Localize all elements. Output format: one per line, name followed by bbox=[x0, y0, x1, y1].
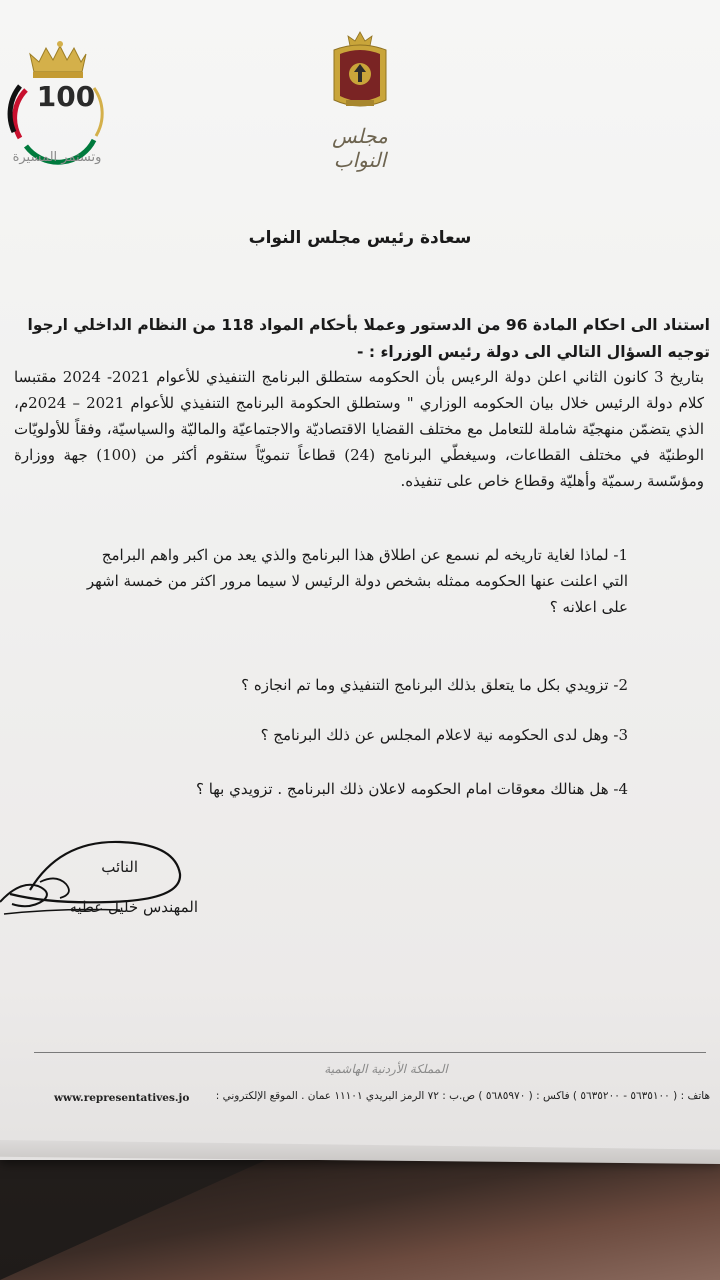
centennial-number: 100 bbox=[36, 80, 96, 113]
addressee-heading: سعادة رئيس مجلس النواب bbox=[248, 228, 472, 248]
footer-divider bbox=[34, 1052, 706, 1053]
question-2: 2- تزويدي بكل ما يتعلق بذلك البرنامج التنفيذي وما تم انجازه ؟ bbox=[241, 676, 628, 694]
question-1: 1- لماذا لغاية تاريخه لم نسمع عن اطلاق هذا البرنامج والذي يعد من اكبر واهم البرامج التي اعلنت عنها الحكومه ممثله بشخص دولة الرئيس لا سيما مرور اكثر من خمسة اشهر على اعلانه ؟ bbox=[86, 546, 628, 616]
question-3: 3- وهل لدى الحكومه نية لاعلام المجلس عن ذلك البرنامج ؟ bbox=[260, 726, 628, 744]
footer-kingdom-mark: المملكة الأردنية الهاشمية bbox=[324, 1062, 448, 1076]
footer-contact-info: هاتف : ( ٥٦٣٥١٠٠ - ٥٦٣٥٢٠٠ ) فاكس : ( ٥٦٨٥٩٧٠ ) ص.ب : ٧٢ الرمز البريدي ١١١٠١ عمان . الموقع الإلكتروني : bbox=[215, 1090, 710, 1102]
question-4: 4- هل هنالك معوقات امام الحكومه لاعلان ذلك البرنامج . تزويدي بها ؟ bbox=[195, 780, 628, 798]
footer-website-link[interactable]: www.representatives.jo bbox=[54, 1092, 190, 1104]
body-paragraph: بتاريخ 3 كانون الثاني اعلن دولة الرءيس بأن الحكومه ستطلق البرنامج التنفيذي للأعوام 2021- 2024 مقتبسا كلام دولة الرئيس خلال بيان الحكومه الوزاري " وستطلق الحكومة البرنامج التنفيذي للأعوام 2021 – 2024م، الذي يتضمّن منهجيّة شاملة للتعامل مع مختلف القضايا الاقتصاديّة والاجتماعيّة والماليّة والسياسيّة، وفقاً للأولويّات الوطنيّة في مختلف القطاعات، وسيغطّي البرنامج (24) قطاعاً تنمويّاً ستقوم أكثر من (100) جهة ووزارة ومؤسّسة رسميّة وأهليّة وقطاع خاص على تنفيذه. bbox=[14, 368, 704, 490]
signature-title: النائب bbox=[101, 858, 138, 876]
logo-tagline: وتستمر المسيرة bbox=[12, 150, 102, 165]
intro-paragraph: استناد الى احكام المادة 96 من الدستور وعملا بأحكام المواد 118 من النظام الداخلي ارجوا توجيه السؤال التالي الى دولة رئيس الوزراء : - bbox=[27, 316, 710, 361]
signature-name: المهندس خليل عطيه bbox=[69, 898, 198, 916]
council-signature: مجلس النواب bbox=[332, 124, 388, 172]
crown-icon bbox=[30, 41, 86, 78]
coat-of-arms-icon bbox=[328, 30, 392, 114]
